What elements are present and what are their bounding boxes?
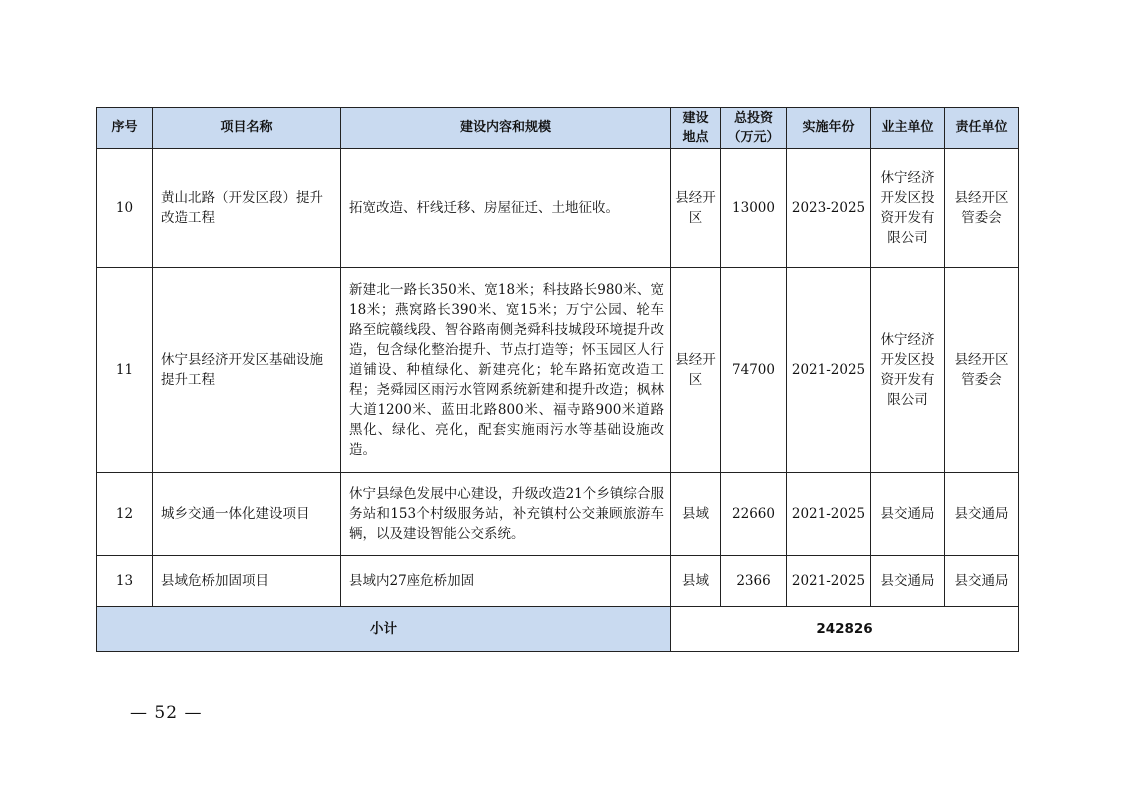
header-location xyxy=(671,108,721,149)
cell-years: 2023-2025 xyxy=(787,149,871,268)
cell-owner: 休宁经济开发区投资开发有限公司 xyxy=(871,268,945,473)
cell-location: 县域 xyxy=(671,556,721,607)
cell-content: 拓宽改造、杆线迁移、房屋征迁、土地征收。 xyxy=(341,149,671,268)
header-responsible: 责任单位 xyxy=(945,108,1019,149)
cell-years: 2021-2025 xyxy=(787,473,871,556)
subtotal-value: 242826 xyxy=(671,607,1019,652)
cell-name: 城乡交通一体化建设项目 xyxy=(153,473,341,556)
table-row xyxy=(97,556,1019,607)
cell-location: 县经开区 xyxy=(671,268,721,473)
header-investment-line1: 总投资 xyxy=(733,111,773,126)
cell-responsible: 县经开区管委会 xyxy=(945,149,1019,268)
table-row xyxy=(97,473,1019,556)
cell-name: 黄山北路（开发区段）提升改造工程 xyxy=(153,149,341,268)
subtotal-row xyxy=(97,607,1019,652)
cell-investment: 22660 xyxy=(721,473,787,556)
cell-investment: 74700 xyxy=(721,268,787,473)
cell-location: 县经开区 xyxy=(671,149,721,268)
header-investment-line2: （万元） xyxy=(727,130,780,145)
project-table-container xyxy=(96,107,1018,652)
cell-content: 休宁县绿色发展中心建设，升级改造21个乡镇综合服务站和153个村级服务站，补充镇村公交兼顾旅游车辆，以及建设智能公交系统。 xyxy=(341,473,671,556)
cell-location: 县域 xyxy=(671,473,721,556)
subtotal-label: 小计 xyxy=(97,607,671,652)
table-row xyxy=(97,149,1019,268)
header-location-line2: 地点 xyxy=(682,130,709,145)
table-row xyxy=(97,268,1019,473)
header-investment xyxy=(721,108,787,149)
project-table xyxy=(96,107,1019,652)
cell-responsible: 县交通局 xyxy=(945,473,1019,556)
header-location-line1: 建设 xyxy=(682,111,709,126)
page-number: — 52 — xyxy=(130,703,203,723)
cell-years: 2021-2025 xyxy=(787,268,871,473)
cell-investment: 13000 xyxy=(721,149,787,268)
cell-responsible: 县经开区管委会 xyxy=(945,268,1019,473)
header-name: 项目名称 xyxy=(153,108,341,149)
table-header-row xyxy=(97,108,1019,149)
cell-investment: 2366 xyxy=(721,556,787,607)
cell-content: 新建北一路长350米、宽18米；科技路长980米、宽18米；燕窝路长390米、宽15米；万宁公园、轮车路至皖赣线段、智谷路南侧尧舜科技城段环境提升改造，包含绿化整治提升、节点打造等；怀玉园区人行道铺设、种植绿化、新建亮化；轮车路拓宽改造工程；尧舜园区雨污水管网系统新建和提升改造；枫林大道1200米、蓝田北路800米、福寺路900米道路黑化、绿化、亮化，配套实施雨污水等基础设施改造。 xyxy=(341,268,671,473)
cell-name: 休宁县经济开发区基础设施提升工程 xyxy=(153,268,341,473)
cell-seq: 10 xyxy=(97,149,153,268)
cell-seq: 13 xyxy=(97,556,153,607)
cell-owner: 县交通局 xyxy=(871,556,945,607)
cell-content: 县域内27座危桥加固 xyxy=(341,556,671,607)
header-years: 实施年份 xyxy=(787,108,871,149)
header-seq: 序号 xyxy=(97,108,153,149)
cell-years: 2021-2025 xyxy=(787,556,871,607)
cell-seq: 11 xyxy=(97,268,153,473)
header-content: 建设内容和规模 xyxy=(341,108,671,149)
cell-name: 县域危桥加固项目 xyxy=(153,556,341,607)
cell-owner: 县交通局 xyxy=(871,473,945,556)
cell-responsible: 县交通局 xyxy=(945,556,1019,607)
cell-owner: 休宁经济开发区投资开发有限公司 xyxy=(871,149,945,268)
header-owner: 业主单位 xyxy=(871,108,945,149)
cell-seq: 12 xyxy=(97,473,153,556)
